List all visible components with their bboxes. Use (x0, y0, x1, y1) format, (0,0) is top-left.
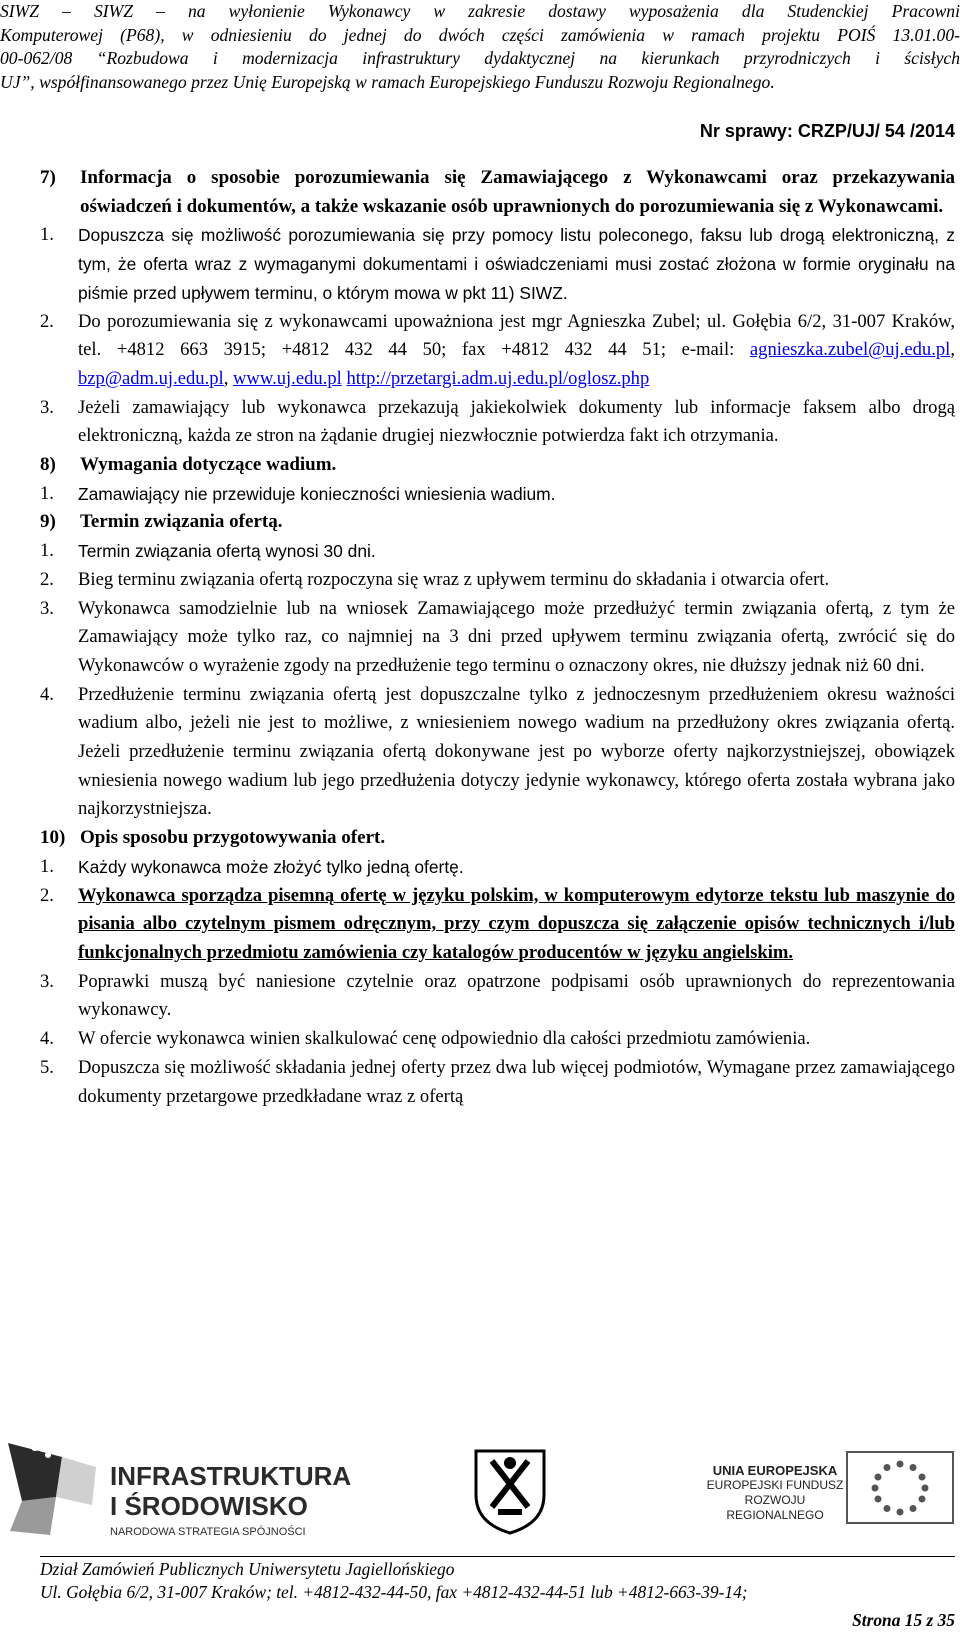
footer-line-1: Dział Zamówień Publicznych Uniwersytetu Jagiellońskiego (40, 1559, 455, 1579)
list-item (40, 308, 955, 394)
separator: , (223, 367, 233, 389)
eu-text-line-2: EUROPEJSKI FUNDUSZ (706, 1478, 844, 1492)
tenders-link[interactable]: http://przetargi.adm.uj.edu.pl/oglosz.php (346, 367, 650, 389)
list-item (40, 853, 955, 882)
item-text: Dopuszcza się możliwość porozumiewania się przy pomocy listu poleconego, faksu lub drogą elektroniczną, z tym, że oferta wraz z wymaganymi dokumentami i oświadczeniami musi zostać złożona w formie oryginału na piśmie przed upływem terminu, o którym mowa w pkt 11) SIWZ. (78, 225, 955, 303)
list-item (40, 681, 955, 825)
nss-emblem-icon (8, 1443, 96, 1535)
section-number: 8) (40, 454, 56, 476)
section-title: Wymagania dotyczące wadium. (80, 454, 337, 476)
list-item (40, 882, 955, 968)
section-number: 9) (40, 511, 56, 533)
logo-text-line-2: I ŚRODOWISKO (110, 1491, 308, 1521)
item-text: Bieg terminu związania ofertą rozpoczyna się wraz z upływem terminu do składania i otwarcia ofert. (78, 568, 830, 590)
item-number: 1. (40, 224, 54, 246)
section-9-heading (40, 508, 955, 537)
website-link[interactable]: www.uj.edu.pl (233, 367, 342, 389)
list-item (40, 595, 955, 681)
page-number: Strona 15 z 35 (852, 1610, 955, 1630)
item-number: 2. (40, 310, 54, 332)
item-number: 3. (40, 970, 54, 992)
item-number: 4. (40, 683, 54, 705)
item-number: 2. (40, 568, 54, 590)
item-text: Zamawiający nie przewiduje konieczności wniesienia wadium. (78, 483, 556, 504)
item-number: 1. (40, 540, 54, 562)
section-title: Termin związania ofertą. (80, 511, 283, 533)
item-text: Każdy wykonawca może złożyć tylko jedną ofertę. (78, 856, 464, 877)
email-link-bzp[interactable]: bzp@adm.uj.edu.pl (78, 367, 224, 389)
case-number: Nr sprawy: CRZP/UJ/ 54 /2014 (699, 121, 955, 141)
section-number: 7) (40, 167, 56, 188)
section-10-heading (40, 824, 955, 853)
item-text: Przedłużenie terminu związania ofertą jest dopuszczalne tylko z jednoczesnym przedłużeniem okresu ważności wadium albo, jeżeli nie jest to możliwe, z wniesieniem nowego wadium na przedłużony okres związania ofertą. Jeżeli przedłużenie terminu związania ofertą dokonywane jest po wyborze oferty najkorzystniejszej, obowiązek wniesienia nowego wadium lub jego przedłużenia dotyczy jedynie wykonawcy, którego oferta została wybrana jako najkorzystniejsza. (78, 683, 955, 820)
eu-flag-icon (845, 1450, 955, 1525)
section-title: Informacja o sposobie porozumiewania się Zamawiającego z Wykonawcami oraz przekazywania oświadczeń i dokumentów, a także wskazanie osób uprawnionych do porozumiewania się z Wykonawcami. (80, 167, 955, 217)
header-line-2: Komputerowej (P68), w odniesieniu do jednej do dwóch części zamówienia w ramach projektu POIŚ 13.01.00- (0, 24, 960, 45)
infrastruktura-srodowisko-logo (0, 1435, 352, 1543)
contact-paragraph (78, 308, 955, 394)
document-header (0, 0, 960, 94)
item-text: Jeżeli zamawiający lub wykonawca przekazują jakiekolwiek dokumenty lub informacje faksem albo drogą elektroniczną, każda ze stron na żądanie drugiej niezwłocznie potwierdza fakt ich otrzymania. (78, 396, 955, 447)
email-link-zubel[interactable]: agnieszka.zubel@uj.edu.pl (749, 339, 951, 361)
item-number: 2. (40, 884, 54, 906)
contact-text: Do porozumiewania się z wykonawcami upoważniona jest mgr Agnieszka Zubel; ul. Gołębia 6/2, 31-007 Kraków, tel. +4812 663 3915; +4812 432 44 50; fax +4812 432 44 51; e-mail: (78, 310, 955, 361)
item-number: 1. (40, 482, 54, 504)
eu-text-line-1: UNIA EUROPEJSKA (712, 1463, 838, 1478)
item-text: W ofercie wykonawca winien skalkulować cenę odpowiednio dla całości przedmiotu zamówienia. (78, 1028, 811, 1050)
footer-line-2: Ul. Gołębia 6/2, 31-007 Kraków; tel. +4812-432-44-50, fax +4812-432-44-51 lub +4812-663-39-14; (40, 1582, 748, 1602)
item-number: 3. (40, 597, 54, 619)
item-text: Dopuszcza się możliwość składania jednej oferty przez dwa lub więcej podmiotów, Wymagane przez zamawiającego dokumenty przetargowe przedkładane wraz z ofertą (78, 1056, 955, 1107)
item-text: Termin związania ofertą wynosi 30 dni. (78, 541, 376, 562)
item-text: Wykonawca samodzielnie lub na wniosek Zamawiającego może przedłużyć termin związania ofertą, z tym że Zamawiający może tylko raz, co najmniej na 3 dni przed upływem terminu związania ofertą, zwrócić się do Wykonawców o wyrażenie zgody na przedłużenie tego terminu o oznaczony okres, nie dłuższy jednak niż 60 dni. (78, 597, 955, 676)
logo-strip (0, 1425, 960, 1553)
item-text-emphasized: Wykonawca sporządza pisemną ofertę w języku polskim, w komputerowym edytorze tekstu lub maszynie do pisania albo czytelnym pismem odręcznym, przy czym dopuszcza się załączenie opisów technicznych i/lub funkcjonalnych przedmiotu zamówienia czy katalogów producentów w języku angielskim. (78, 884, 955, 963)
header-line-1: SIWZ – SIWZ – na wyłonienie Wykonawcy w zakresie dostawy wyposażenia dla Studenckiej Pracowni (0, 1, 960, 21)
list-item (40, 480, 955, 509)
document-body (40, 164, 955, 1111)
section-7-heading (40, 164, 955, 221)
document-footer (40, 1558, 955, 1604)
list-item (40, 968, 955, 1025)
eu-fund-logo-text (700, 1463, 850, 1523)
item-number: 1. (40, 855, 54, 877)
logo-text-line-1: INFRASTRUKTURA (110, 1461, 352, 1491)
item-number: 5. (40, 1056, 54, 1078)
item-number: 4. (40, 1028, 54, 1050)
list-item (40, 537, 955, 566)
list-item (40, 394, 955, 451)
logo-text-line-3: NARODOWA STRATEGIA SPÓJNOŚCI (110, 1526, 306, 1538)
eu-text-line-3: ROZWOJU REGIONALNEGO (726, 1493, 824, 1522)
list-item (40, 566, 955, 595)
uj-crest-icon (470, 1445, 550, 1535)
list-item (40, 1054, 955, 1111)
separator: , (950, 339, 955, 361)
header-line-3: 00-062/08 “Rozbudowa i modernizacja infrastruktury dydaktycznej na kierunkach przyrodniczych i ścisłych (0, 48, 960, 68)
section-8-heading (40, 451, 955, 480)
header-line-4: UJ”, współfinansowanego przez Unię Europejską w ramach Europejskiego Funduszu Rozwoju Regionalnego. (0, 71, 775, 92)
item-text: Poprawki muszą być naniesione czytelnie oraz opatrzone podpisami osób uprawnionych do reprezentowania wykonawcy. (78, 970, 955, 1021)
list-item (40, 221, 955, 307)
section-title: Opis sposobu przygotowywania ofert. (80, 827, 386, 849)
footer-divider (40, 1556, 955, 1557)
list-item (40, 1025, 955, 1054)
item-number: 3. (40, 396, 54, 418)
section-number: 10) (40, 827, 66, 849)
